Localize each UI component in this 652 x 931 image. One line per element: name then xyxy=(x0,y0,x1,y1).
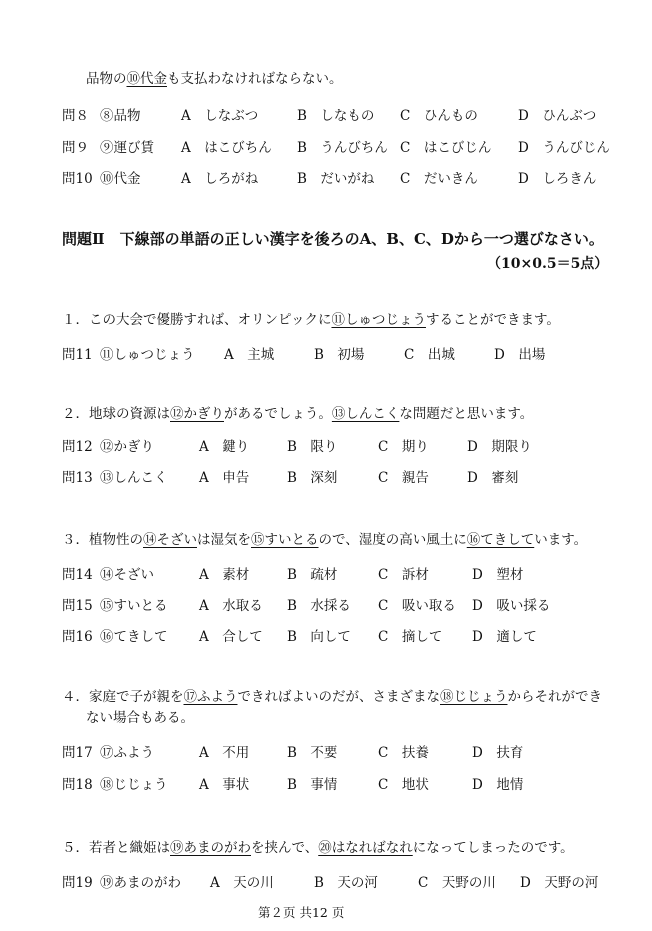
option-b[interactable]: B うんびちん xyxy=(297,140,388,156)
underlined-word: ⑲あまのがわ xyxy=(170,840,251,856)
option-b[interactable]: B 向して xyxy=(287,629,351,645)
option-d[interactable]: D 扶育 xyxy=(472,745,524,761)
option-a[interactable]: A 天の川 xyxy=(210,875,274,891)
option-c[interactable]: C 天野の川 xyxy=(418,875,496,891)
option-a[interactable]: A はこびちん xyxy=(181,140,272,156)
option-c[interactable]: C だいきん xyxy=(400,171,478,187)
question-word: ⑱じじょう xyxy=(100,777,168,793)
underlined-word: ⑮すいとる xyxy=(251,532,319,548)
option-a[interactable]: A 事状 xyxy=(199,777,250,793)
question-word: ⑧品物 xyxy=(100,108,141,124)
option-c[interactable]: C 親告 xyxy=(378,470,429,486)
option-b[interactable]: B 事情 xyxy=(287,777,338,793)
question-word: ⑩代金 xyxy=(100,171,141,187)
option-d[interactable]: D 審刻 xyxy=(467,470,519,486)
option-c[interactable]: C 地状 xyxy=(378,777,429,793)
option-d[interactable]: D 出場 xyxy=(494,347,546,363)
option-b[interactable]: B 深刻 xyxy=(287,470,338,486)
option-c[interactable]: C 出城 xyxy=(404,347,455,363)
question-word: ⑭そざい xyxy=(100,567,154,583)
question-word: ⑰ふよう xyxy=(100,745,154,761)
question-word: ⑯てきして xyxy=(100,629,168,645)
question-number: 問15 xyxy=(62,598,93,614)
question-number: 問19 xyxy=(62,875,93,891)
option-c[interactable]: C 扶養 xyxy=(378,745,429,761)
question-number: 問11 xyxy=(62,347,93,363)
option-a[interactable]: A しろがね xyxy=(181,171,259,187)
option-b[interactable]: B 天の河 xyxy=(314,875,378,891)
item-sentence: １．この大会で優勝すれば、オリンピックに⑪しゅつじょうすることができます。 xyxy=(62,312,560,328)
option-a[interactable]: A しなぶつ xyxy=(181,108,259,124)
option-d[interactable]: D 吸い採る xyxy=(472,598,551,614)
question-number: 問12 xyxy=(62,439,93,455)
item-sentence: ２．地球の資源は⑫かぎりがあるでしょう。⑬しんこくな問題だと思います。 xyxy=(62,406,534,422)
underlined-word: ⑩代金 xyxy=(126,71,167,87)
underlined-word: ⑯てきして xyxy=(466,532,535,548)
option-c[interactable]: C ひんもの xyxy=(400,108,478,124)
question-number: 問10 xyxy=(62,171,93,187)
option-a[interactable]: A 主城 xyxy=(224,347,275,363)
option-b[interactable]: B 疏材 xyxy=(287,567,338,583)
option-c[interactable]: C 訴材 xyxy=(378,567,429,583)
question-number: 問16 xyxy=(62,629,93,645)
option-b[interactable]: B だいがね xyxy=(297,171,375,187)
option-b[interactable]: B 限り xyxy=(287,439,338,455)
underlined-word: ⑫かぎり xyxy=(170,406,224,422)
option-d[interactable]: D 適して xyxy=(472,629,537,645)
option-a[interactable]: A 申告 xyxy=(199,470,250,486)
underlined-word: ⑰ふよう xyxy=(183,689,238,705)
option-c[interactable]: C はこびじん xyxy=(400,140,492,156)
option-d[interactable]: D しろきん xyxy=(518,171,597,187)
question-number: 問14 xyxy=(62,567,93,583)
option-d[interactable]: D 期限り xyxy=(467,439,532,455)
item-sentence: ４．家庭で子が親を⑰ふようできればよいのだが、さまざまな⑱じじょうからそれができ xyxy=(62,689,602,705)
option-a[interactable]: A 素材 xyxy=(199,567,250,583)
option-b[interactable]: B 水採る xyxy=(287,598,351,614)
option-a[interactable]: A 鍵り xyxy=(199,439,250,455)
question-word: ⑪しゅつじょう xyxy=(100,347,195,363)
question-word: ⑲あまのがわ xyxy=(100,875,181,891)
question-number: 問18 xyxy=(62,777,93,793)
option-c[interactable]: C 摘して xyxy=(378,629,443,645)
page-footer: 第２页 共12 页 xyxy=(258,905,345,920)
option-b[interactable]: B しなもの xyxy=(297,108,375,124)
item-sentence: ３．植物性の⑭そざいは湿気を⑮すいとるので、湿度の高い風土に⑯てきしています。 xyxy=(62,532,588,548)
item-sentence: ５．若者と織姫は⑲あまのがわを挟んで、⑳はなればなれになってしまったのです。 xyxy=(62,840,574,856)
option-a[interactable]: A 合して xyxy=(199,629,263,645)
option-b[interactable]: B 不要 xyxy=(287,745,338,761)
question-word: ⑫かぎり xyxy=(100,439,154,455)
section-heading: 問題Ⅱ 下線部の単語の正しい漢字を後ろのA、B、C、Dから一つ選びなさい。 xyxy=(62,230,604,248)
question-word: ⑨運び賃 xyxy=(100,140,154,156)
option-c[interactable]: C 期り xyxy=(378,439,429,455)
question-number: 問13 xyxy=(62,470,93,486)
question-word: ⑬しんこく xyxy=(100,470,168,486)
underlined-word: ⑬しんこく xyxy=(331,406,400,422)
question-number: 問８ xyxy=(62,108,89,124)
option-a[interactable]: A 水取る xyxy=(199,598,263,614)
option-b[interactable]: B 初場 xyxy=(314,347,365,363)
option-d[interactable]: D うんびじん xyxy=(518,140,610,156)
underlined-word: ⑱じじょう xyxy=(440,689,508,705)
question-number: 問９ xyxy=(62,140,89,156)
underlined-word: ⑳はなればなれ xyxy=(318,840,413,856)
option-d[interactable]: D 塑材 xyxy=(472,567,524,583)
section-score: （10×0.5＝5点） xyxy=(487,256,609,272)
intro-sentence: 品物の⑩代金も支払わなければならない。 xyxy=(86,71,343,87)
option-a[interactable]: A 不用 xyxy=(199,745,250,761)
underlined-word: ⑭そざい xyxy=(143,532,197,548)
option-c[interactable]: C 吸い取る xyxy=(378,598,456,614)
question-word: ⑮すいとる xyxy=(100,598,168,614)
item-sentence-continued: ない場合もある。 xyxy=(86,710,194,726)
question-number: 問17 xyxy=(62,745,93,761)
underlined-word: ⑪しゅつじょう xyxy=(331,312,426,328)
option-d[interactable]: D ひんぶつ xyxy=(518,108,597,124)
option-d[interactable]: D 地情 xyxy=(472,777,524,793)
option-d[interactable]: D 天野の河 xyxy=(520,875,599,891)
